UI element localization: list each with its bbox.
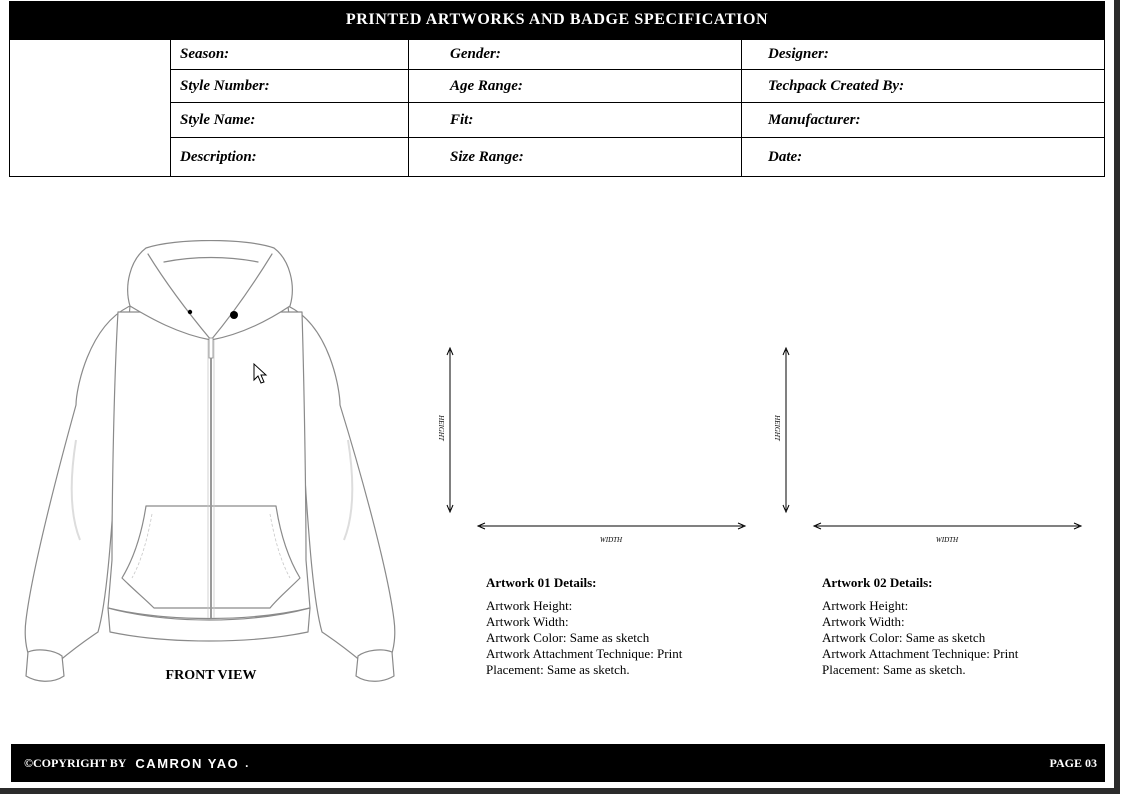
brand-name: CAMRON YAO [135,755,240,771]
artwork-01-technique: Artwork Attachment Technique: Print [486,646,683,661]
page-number: PAGE 03 [1049,755,1097,770]
size-range-field[interactable]: Size Range: [409,138,742,176]
techpack-created-by-field[interactable]: Techpack Created By: [768,77,905,94]
brand-suffix: . [245,755,249,770]
height-label: HEIGHT [437,415,445,441]
artwork-01-height: Artwork Height: [486,598,573,613]
artwork-02-placement: Placement: Same as sketch. [822,662,966,677]
front-view-label: FRONT VIEW [165,668,257,683]
spec-row [170,70,1105,103]
spec-row [170,103,1105,138]
artwork-02-technique: Artwork Attachment Technique: Print [822,646,1019,661]
footer-copyright [24,744,248,782]
logo-cell [10,40,171,176]
artwork-02-dimension-frame [761,340,1091,555]
artwork-02-title: Artwork 02 Details: [822,575,933,590]
date-field[interactable]: Date: [768,148,803,165]
spec-row [170,138,1105,176]
width-label: WIDTH [599,536,623,544]
season-field[interactable]: Season: [170,40,409,69]
artwork-01-details [486,575,682,678]
artwork-01-placement: Placement: Same as sketch. [486,662,630,677]
spec-row [170,40,1105,70]
width-label: WIDTH [935,536,959,544]
footer-bar [11,744,1105,782]
hoodie-front-sketch [18,240,408,690]
artwork-01-width: Artwork Width: [486,614,569,629]
description-field[interactable]: Description: [170,138,409,176]
copyright-text: ©COPYRIGHT BY [24,755,127,770]
spec-table [9,39,1105,177]
artwork-01-color: Artwork Color: Same as sketch [486,630,650,645]
height-label: HEIGHT [773,415,781,441]
style-name-field[interactable]: Style Name: [170,103,409,137]
manufacturer-field[interactable]: Manufacturer: [768,111,861,128]
fit-field[interactable]: Fit: [409,103,742,137]
style-number-field[interactable]: Style Number: [170,70,409,102]
page-title: PRINTED ARTWORKS AND BADGE SPECIFICATION [9,1,1105,39]
artwork-02-details [822,575,1018,678]
designer-field[interactable]: Designer: [768,46,829,62]
artwork-01-title: Artwork 01 Details: [486,575,597,590]
artwork-02-color: Artwork Color: Same as sketch [822,630,986,645]
gender-field[interactable]: Gender: [409,40,742,69]
artwork-02-width: Artwork Width: [822,614,905,629]
age-range-field[interactable]: Age Range: [409,70,742,102]
artwork-02-height: Artwork Height: [822,598,909,613]
artwork-01-dimension-frame [425,340,755,555]
